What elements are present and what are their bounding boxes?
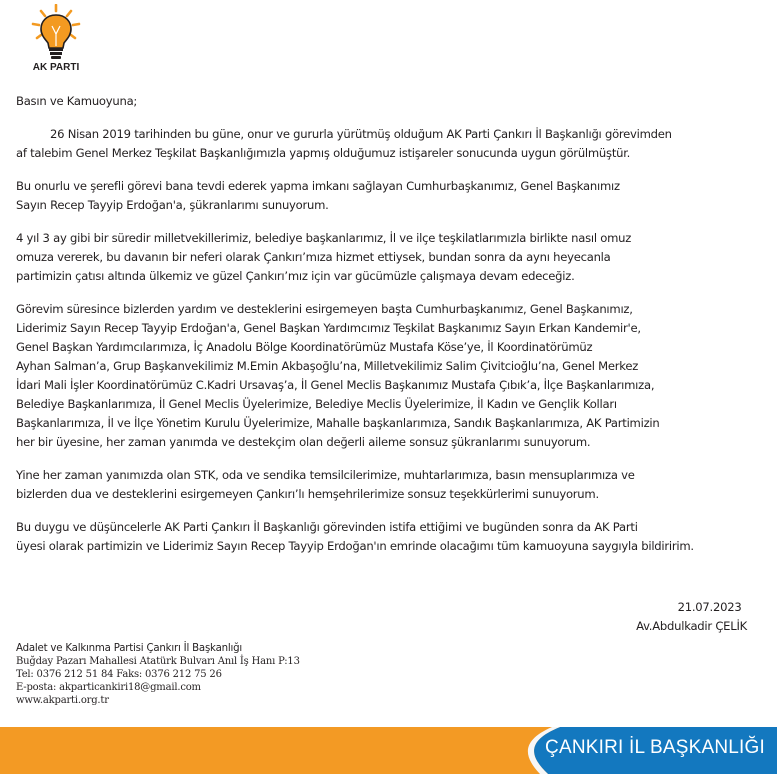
paragraph-line: 26 Nisan 2019 tarihinden bu güne, onur ve gururla yürütmüş olduğum AK Parti Çankırı İl Başkanlığı görevimden [50,127,672,141]
paragraph-line: 4 yıl 3 ay gibi bir süredir milletvekillerimiz, belediye başkanlarımız, İl ve ilçe teşkilatlarımızla birlikte nasıl omuz [16,231,632,245]
paragraph-line: Yine her zaman yanımızda olan STK, oda ve sendika temsilcilerimize, muhtarlarımıza, basın mensuplarımıza ve [16,468,635,482]
paragraph [16,229,776,286]
ak-parti-logo [28,4,84,74]
paragraph [16,300,776,452]
signature-block [636,598,747,636]
paragraph [16,466,776,504]
paragraph-line: Bu duygu ve düşüncelerle AK Parti Çankırı İl Başkanlığı görevinden istifa ettiğimi ve bugünden sonra da AK Parti [16,520,638,534]
paragraph-line: her bir üyesine, her zaman yanımda ve destekçim olan değerli aileme sonsuz şükranlarımı sunuyorum. [16,435,591,449]
greeting: Basın ve Kamuoyuna; [16,94,138,108]
paragraph-line: Görevim süresince bizlerden yardım ve desteklerini esirgemeyen başta Cumhurbaşkanımız, Genel Başkanımız, [16,302,633,316]
signature-date: 21.07.2023 [677,600,742,614]
signature-name: Av.Abdulkadir ÇELİK [636,619,747,633]
email: E-posta: akparticankiri18@gmail.com [16,682,201,693]
address: Buğday Pazarı Mahallesi Atatürk Bulvarı Anıl İş Hanı P:13 [16,656,300,667]
paragraph-line: af talebim Genel Merkez Teşkilat Başkanlığımızla yapmış olduğumuz istişareler sonucunda uygun görülmüştür. [16,146,631,160]
paragraph-line: partimizin çatısı altında ülkemiz ve güzel Çankırı’mız için var gücümüzle çalışmaya devam edeceğiz. [16,269,575,283]
paragraph [16,125,776,163]
paragraph-line: Ayhan Salman’a, Grup Başkanvekilimiz M.Emin Akbaşoğlu’na, Milletvekilimiz Salim Çivitcioğlu’na, Genel Merkez [16,359,639,373]
letter-body [16,92,776,556]
paragraph-line: Liderimiz Sayın Recep Tayyip Erdoğan'a, Genel Başkan Yardımcımız Teşkilat Başkanımız Sayın Erkan Kandemir'e, [16,321,641,335]
paragraph [16,518,776,556]
website: www.akparti.org.tr [16,695,109,706]
contact-info [16,642,300,707]
paragraph-line: Bu onurlu ve şerefli görevi bana tevdi ederek yapma imkanı sağlayan Cumhurbaşkanımız, Genel Başkanımız [16,179,620,193]
paragraph-line: Belediye Başkanlarımıza, İl Genel Meclis Üyelerimize, Belediye Meclis Üyelerimize, İl Kadın ve Gençlik Kolları [16,397,617,411]
paragraph-line: omuza vererek, bu davanın bir neferi olarak Çankırı’mıza hizmet ettiysek, bundan sonra da aynı heyecanla [16,250,611,264]
lightbulb-icon [28,4,84,62]
paragraph-line: Sayın Recep Tayyip Erdoğan'a, şükranlarımı sunuyorum. [16,198,329,212]
phone-fax: Tel: 0376 212 51 84 Faks: 0376 212 75 26 [16,669,222,680]
footer-banner [0,727,777,774]
paragraph-line: Başkanlarımıza, İl ve İlçe Yönetim Kurulu Üyelerimize, Mahalle başkanlarımıza, Sandık Başkanlarımıza, AK Partimizin [16,416,660,430]
organization-name: Adalet ve Kalkınma Partisi Çankırı İl Başkanlığı [16,643,243,654]
paragraph-line: bizlerden dua ve desteklerini esirgemeyen Çankırı’lı hemşehrilerimize sonsuz teşekkürlerimi sunuyorum. [16,487,599,501]
logo-text: AK PARTI [32,62,80,73]
paragraph-line: Genel Başkan Yardımcılarımıza, İç Anadolu Bölge Koordinatörümüz Mustafa Köse’ye, İl Koordinatörümüz [16,340,593,354]
paragraph-line: üyesi olarak partimizin ve Liderimiz Sayın Recep Tayyip Erdoğan'ın emrinde olacağımı tüm kamuoyuna saygıyla bildiririm. [16,539,694,553]
paragraph-line: İdari Mali İşler Koordinatörümüz C.Kadri Ursavaş’a, İl Genel Meclis Başkanımız Mustafa Çıbık’a, İlçe Başkanlarımıza, [16,378,655,392]
paragraph [16,177,776,215]
banner-title: ÇANKIRI İL BAŞKANLIĞI [545,737,765,758]
